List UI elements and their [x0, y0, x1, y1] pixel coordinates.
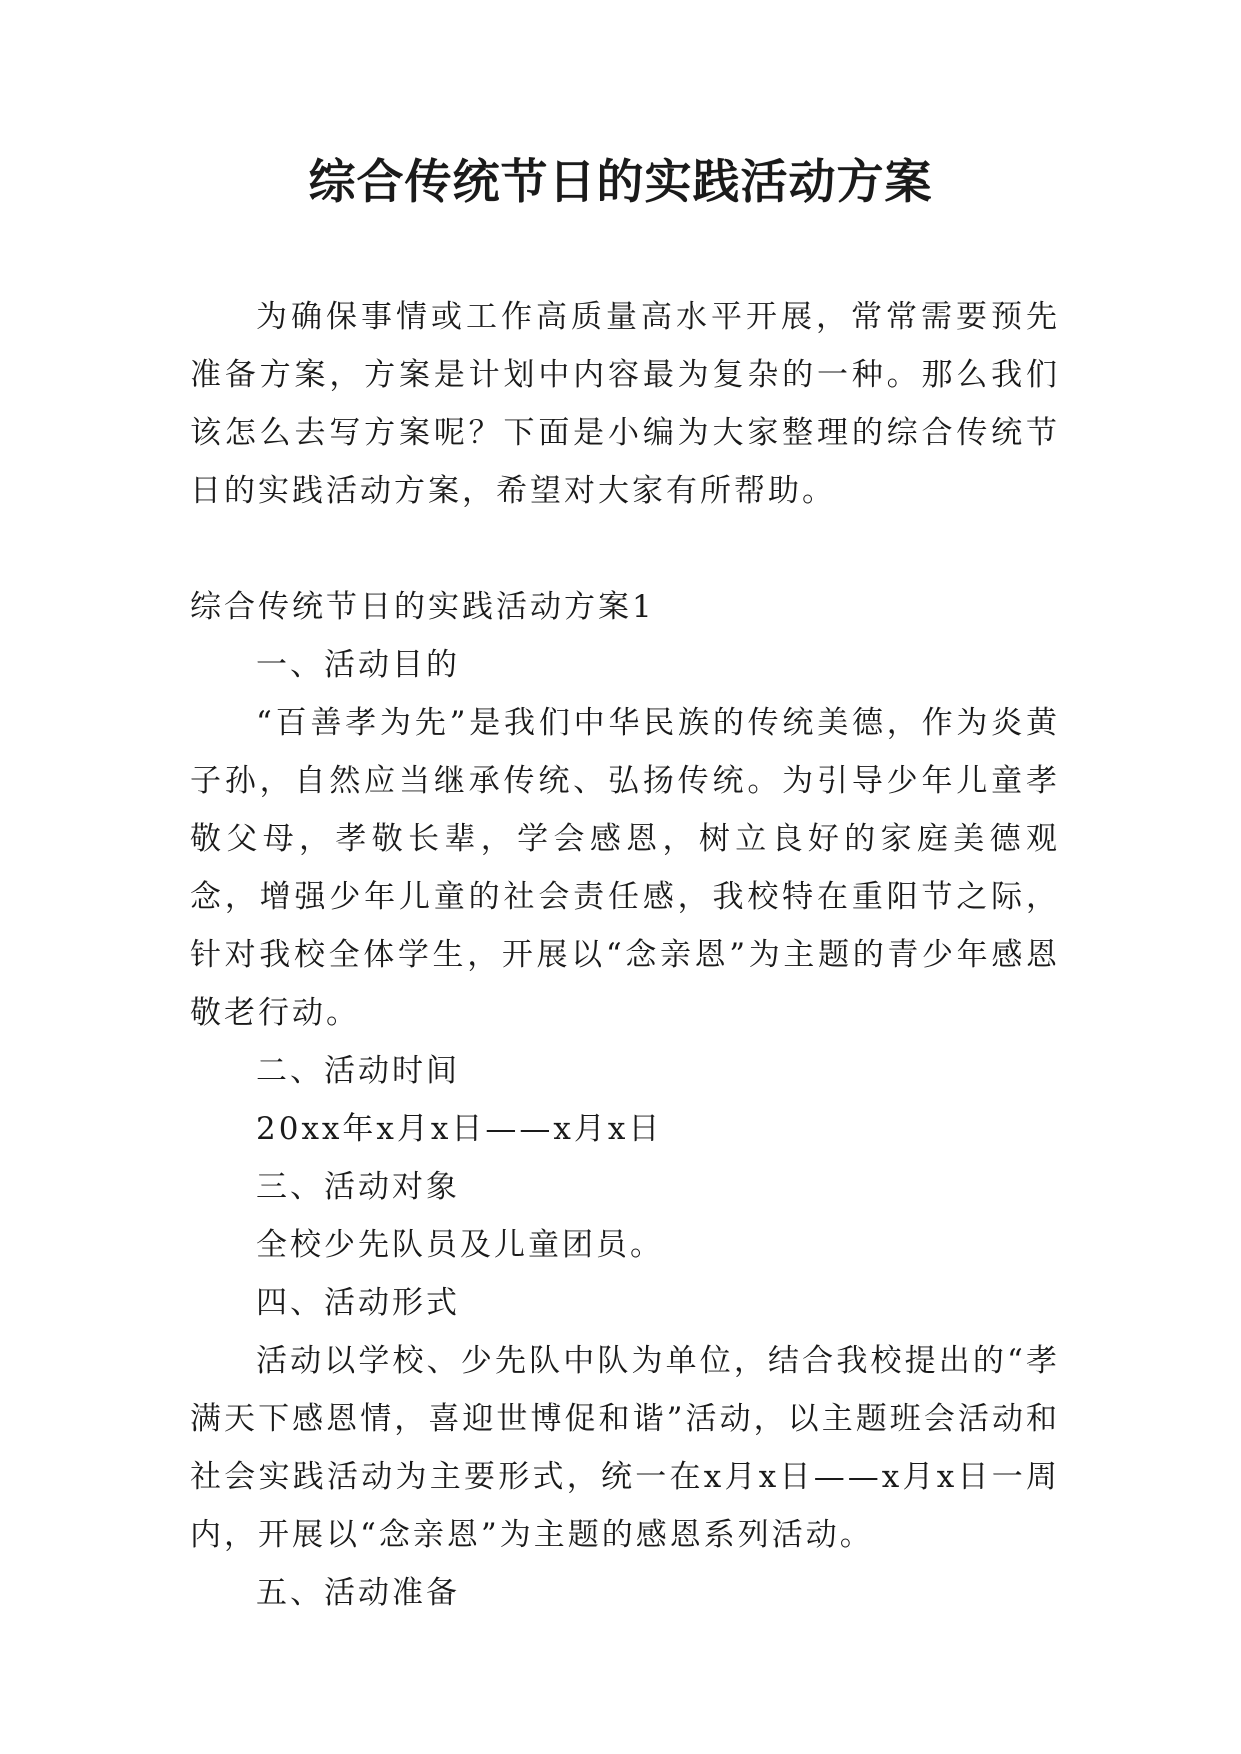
heading-preparation: 五、活动准备 [256, 1575, 460, 1611]
document-body [190, 288, 1060, 1622]
text-purpose: “百善孝为先”是我们中华民族的传统美德，作为炎黄子孙，自然应当继承传统、弘扬传统。为引导少年儿童孝敬父母，孝敬长辈，学会感恩，树立良好的家庭美德观念，增强少年儿童的社会责任感，我校特在重阳节之际，针对我校全体学生，开展以“念亲恩”为主题的青少年感恩敬老行动。 [190, 705, 1060, 1031]
section-title: 综合传统节日的实践活动方案1 [190, 589, 655, 625]
text-audience: 全校少先队员及儿童团员。 [256, 1227, 664, 1263]
heading-time: 二、活动时间 [256, 1053, 460, 1089]
text-time: 20xx年x月x日——x月x日 [256, 1111, 663, 1147]
heading-format: 四、活动形式 [256, 1285, 460, 1321]
heading-purpose: 一、活动目的 [256, 647, 460, 683]
text-format: 活动以学校、少先队中队为单位，结合我校提出的“孝满天下感恩情，喜迎世博促和谐”活动，以主题班会活动和社会实践活动为主要形式，统一在x月x日——x月x日一周内，开展以“念亲恩”为主题的感恩系列活动。 [190, 1343, 1060, 1553]
intro-paragraph: 为确保事情或工作高质量高水平开展，常常需要预先准备方案，方案是计划中内容最为复杂的一种。那么我们该怎么去写方案呢？下面是小编为大家整理的综合传统节日的实践活动方案，希望对大家有所帮助。 [190, 299, 1060, 509]
heading-audience: 三、活动对象 [256, 1169, 460, 1205]
paragraph-gap [190, 520, 1060, 578]
document-title: 综合传统节日的实践活动方案 [308, 155, 933, 210]
